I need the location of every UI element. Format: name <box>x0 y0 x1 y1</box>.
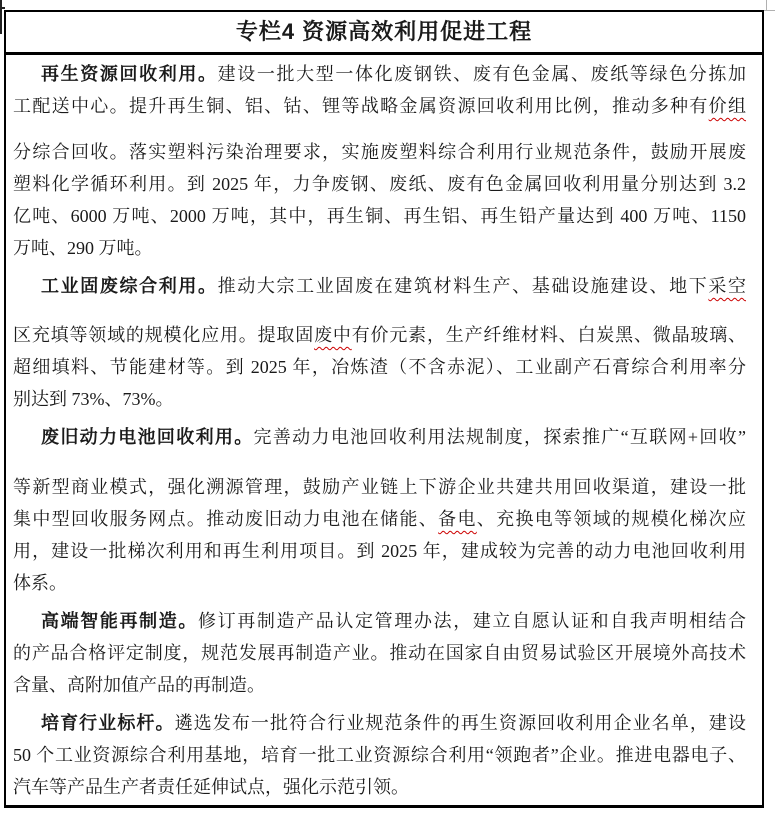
text-line <box>13 383 746 415</box>
text-run: 体系。 <box>13 573 67 593</box>
text-line <box>13 669 746 701</box>
text-line <box>13 637 746 669</box>
text-run: 万吨、290 万吨。 <box>13 238 153 258</box>
text-run: 的产品合格评定制度，规范发展再制造产业。推动在国家自由贸易试验区开展境外高技术 <box>13 643 746 663</box>
text-run: 建设一批大型一体化废钢铁、废有色金属、废纸等绿色分拣加 <box>217 64 746 84</box>
text-line <box>13 503 746 535</box>
text-run: 分综合回收。落实塑料污染治理要求，实施废塑料综合利用行业规范条件，鼓励开展废 <box>13 142 746 162</box>
text-run: 用，建设一批梯次利用和再生利用项目。到 2025 年，建成较为完善的动力电池回收利用 <box>13 541 746 561</box>
text-line <box>13 739 746 771</box>
spellcheck-squiggle-text: 废中 <box>314 325 352 345</box>
text-run: 区充填等领域的规模化应用。提取固 <box>13 325 315 345</box>
text-run: 等新型商业模式，强化溯源管理，鼓励产业链上下游企业共建共用回收渠道，建设一批 <box>13 477 746 497</box>
text-run: 、充换电等领域的规模化梯次应 <box>476 509 746 529</box>
text-line <box>13 270 746 302</box>
text-line <box>13 535 746 567</box>
text-run: 超细填料、节能建材等。到 2025 年，冶炼渣（不含赤泥）、工业副产石膏综合利用率分 <box>13 357 746 377</box>
paragraph-lead: 再生资源回收利用。 <box>41 64 218 84</box>
paragraph-lead: 工业固废综合利用。 <box>41 276 218 296</box>
text-run: 汽车等产品生产者责任延伸试点，强化示范引领。 <box>13 777 409 797</box>
table-gridline-artifact <box>0 7 5 9</box>
callout-box <box>4 10 764 808</box>
text-run: 完善动力电池回收利用法规制度，探索推广“互联网+回收” <box>253 427 746 447</box>
text-run: 塑料化学循环利用。到 2025 年，力争废钢、废纸、废有色金属回收利用量分别达到 3.2 <box>13 174 746 194</box>
paragraph <box>13 707 746 803</box>
spellcheck-squiggle-text: 采空 <box>708 276 746 296</box>
text-line <box>13 58 746 90</box>
spellcheck-squiggle-text: 价组 <box>708 96 746 116</box>
paragraph-lead: 培育行业标杆。 <box>41 713 175 733</box>
text-line <box>13 567 746 599</box>
text-run: 有价元素，生产纤维材料、白炭黑、微晶玻璃、 <box>351 325 746 345</box>
paragraph <box>13 605 746 701</box>
text-run: 工配送中心。提升再生铜、铝、钴、锂等战略金属资源回收利用比例，推动多种有 <box>13 96 709 116</box>
text-run: 遴选发布一批符合行业规范条件的再生资源回收利用企业名单，建设 <box>174 713 746 733</box>
text-run: 别达到 73%、73%。 <box>13 389 174 409</box>
spellcheck-squiggle-text: 备电 <box>438 509 477 529</box>
box-title: 专栏4 资源高效利用促进工程 <box>6 12 762 55</box>
text-run: 亿吨、6000 万吨、2000 万吨，其中，再生铜、再生铝、再生铅产量达到 400 万吨、1150 <box>13 206 746 226</box>
text-run: 含量、高附加值产品的再制造。 <box>13 675 265 695</box>
paragraph <box>13 270 746 415</box>
text-line <box>13 605 746 637</box>
text-line <box>13 771 746 803</box>
paragraph <box>13 421 746 599</box>
document-body <box>6 55 762 803</box>
table-gridline-artifact <box>763 10 775 11</box>
text-run: 修订再制造产品认定管理办法，建立自愿认证和自我声明相结合 <box>198 611 746 631</box>
text-line <box>13 471 746 503</box>
text-line <box>13 707 746 739</box>
text-run: 50 个工业资源综合利用基地，培育一批工业资源综合利用“领跑者”企业。推进电器电子、 <box>13 745 746 765</box>
text-line <box>13 136 746 168</box>
paragraph-lead: 高端智能再制造。 <box>41 611 199 631</box>
paragraph <box>13 58 746 264</box>
text-line <box>13 319 746 351</box>
text-line <box>13 200 746 232</box>
text-line <box>13 232 746 264</box>
text-line <box>13 90 746 122</box>
table-gridline-artifact <box>0 0 2 34</box>
text-line <box>13 168 746 200</box>
text-run: 推动大宗工业固废在建筑材料生产、基础设施建设、地下 <box>217 276 709 296</box>
text-line <box>13 421 746 453</box>
text-run: 集中型回收服务网点。推动废旧动力电池在储能、 <box>13 509 439 529</box>
paragraph-lead: 废旧动力电池回收利用。 <box>41 427 254 447</box>
text-line <box>13 351 746 383</box>
